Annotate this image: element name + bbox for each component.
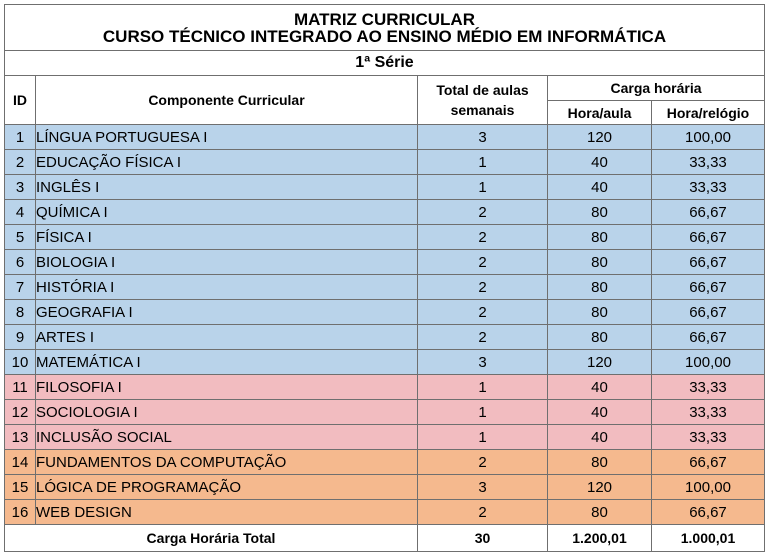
row-hora-aula: 40 [548,425,652,450]
row-hora-aula: 40 [548,375,652,400]
title-line-2: CURSO TÉCNICO INTEGRADO AO ENSINO MÉDIO EM INFORMÁTICA [102,26,667,46]
header-row-1 [5,76,765,101]
serie-row [5,51,765,76]
row-aulas: 2 [418,225,548,250]
table-row [5,275,765,300]
row-componente: FÍSICA I [36,225,418,250]
table-row [5,300,765,325]
title-row [5,5,765,51]
table-row [5,425,765,450]
row-aulas: 2 [418,500,548,525]
row-aulas: 1 [418,150,548,175]
header-total-aulas-line-1: Total de aulas [436,82,529,98]
row-id: 3 [5,175,36,200]
row-componente: INGLÊS I [36,175,418,200]
header-total-aulas-line-2: semanais [450,102,515,118]
row-hora-relogio: 66,67 [652,275,765,300]
row-hora-aula: 80 [548,500,652,525]
table-row [5,400,765,425]
row-hora-relogio: 66,67 [652,325,765,350]
row-componente: WEB DESIGN [36,500,418,525]
row-aulas: 2 [418,300,548,325]
row-id: 5 [5,225,36,250]
row-hora-relogio: 100,00 [652,350,765,375]
row-aulas: 1 [418,175,548,200]
row-componente: FILOSOFIA I [36,375,418,400]
row-id: 11 [5,375,36,400]
table-row [5,150,765,175]
row-hora-aula: 80 [548,450,652,475]
row-hora-aula: 120 [548,125,652,150]
row-aulas: 1 [418,375,548,400]
row-hora-relogio: 66,67 [652,200,765,225]
table-row [5,200,765,225]
row-hora-relogio: 66,67 [652,300,765,325]
header-carga-horaria: Carga horária [548,76,765,101]
table-row [5,350,765,375]
table-title [5,5,765,51]
total-hora-relogio: 1.000,01 [652,525,765,552]
row-id: 1 [5,125,36,150]
row-hora-aula: 80 [548,250,652,275]
row-componente: LÓGICA DE PROGRAMAÇÃO [36,475,418,500]
row-hora-relogio: 66,67 [652,500,765,525]
row-aulas: 2 [418,200,548,225]
row-hora-aula: 40 [548,175,652,200]
row-componente: BIOLOGIA I [36,250,418,275]
row-hora-aula: 80 [548,325,652,350]
row-hora-aula: 80 [548,225,652,250]
title-line-1: MATRIZ CURRICULAR [294,9,475,29]
row-aulas: 3 [418,475,548,500]
row-hora-aula: 40 [548,150,652,175]
header-id: ID [5,76,36,125]
row-hora-relogio: 33,33 [652,375,765,400]
row-hora-relogio: 33,33 [652,175,765,200]
table-row [5,250,765,275]
row-componente: EDUCAÇÃO FÍSICA I [36,150,418,175]
row-hora-aula: 40 [548,400,652,425]
header-hora-relogio: Hora/relógio [652,101,765,125]
row-hora-aula: 120 [548,475,652,500]
table-row [5,125,765,150]
row-hora-aula: 80 [548,300,652,325]
total-aulas: 30 [418,525,548,552]
row-hora-aula: 80 [548,275,652,300]
row-componente: ARTES I [36,325,418,350]
header-total-aulas [418,76,548,125]
table-row [5,475,765,500]
row-hora-aula: 120 [548,350,652,375]
row-componente: LÍNGUA PORTUGUESA I [36,125,418,150]
header-componente: Componente Curricular [36,76,418,125]
total-row [5,525,765,552]
row-aulas: 2 [418,250,548,275]
row-id: 7 [5,275,36,300]
row-hora-relogio: 33,33 [652,150,765,175]
row-id: 4 [5,200,36,225]
row-hora-relogio: 66,67 [652,250,765,275]
row-componente: QUÍMICA I [36,200,418,225]
row-id: 2 [5,150,36,175]
row-aulas: 3 [418,125,548,150]
row-componente: GEOGRAFIA I [36,300,418,325]
row-aulas: 2 [418,450,548,475]
table-row [5,225,765,250]
total-hora-aula: 1.200,01 [548,525,652,552]
row-componente: SOCIOLOGIA I [36,400,418,425]
row-id: 9 [5,325,36,350]
row-id: 10 [5,350,36,375]
row-id: 14 [5,450,36,475]
row-componente: INCLUSÃO SOCIAL [36,425,418,450]
row-hora-relogio: 100,00 [652,125,765,150]
table-row [5,325,765,350]
row-hora-relogio: 66,67 [652,225,765,250]
table-row [5,375,765,400]
header-hora-aula: Hora/aula [548,101,652,125]
table-row [5,500,765,525]
curriculum-matrix-table [4,4,765,552]
row-componente: HISTÓRIA I [36,275,418,300]
row-id: 8 [5,300,36,325]
row-aulas: 1 [418,400,548,425]
row-id: 6 [5,250,36,275]
row-id: 15 [5,475,36,500]
row-aulas: 2 [418,275,548,300]
row-hora-relogio: 33,33 [652,400,765,425]
row-hora-aula: 80 [548,200,652,225]
row-id: 13 [5,425,36,450]
table-body [5,125,765,525]
row-aulas: 1 [418,425,548,450]
row-aulas: 3 [418,350,548,375]
serie-label: 1ª Série [5,51,765,76]
row-aulas: 2 [418,325,548,350]
row-hora-relogio: 66,67 [652,450,765,475]
row-id: 12 [5,400,36,425]
row-id: 16 [5,500,36,525]
row-hora-relogio: 100,00 [652,475,765,500]
row-componente: MATEMÁTICA I [36,350,418,375]
total-label: Carga Horária Total [5,525,418,552]
row-componente: FUNDAMENTOS DA COMPUTAÇÃO [36,450,418,475]
table-row [5,175,765,200]
table-row [5,450,765,475]
row-hora-relogio: 33,33 [652,425,765,450]
